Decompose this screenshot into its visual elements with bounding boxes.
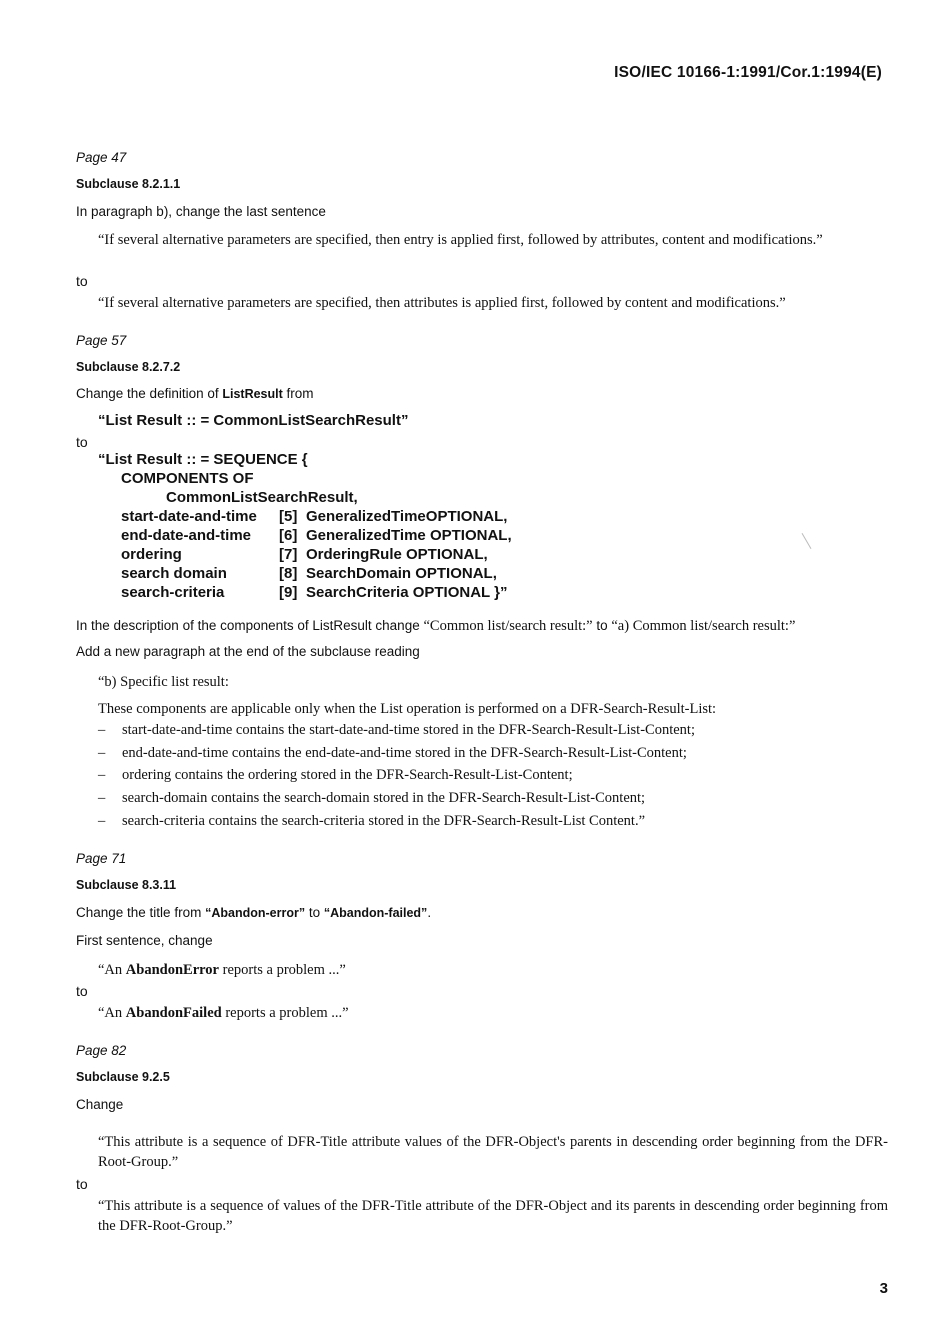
list-item-text: search-criteria contains the search-criteria stored in the DFR-Search-Result-List Content.” bbox=[122, 813, 646, 829]
dash-marker: – bbox=[98, 790, 106, 806]
instruction-text: Add a new paragraph at the end of the subclause reading bbox=[76, 644, 420, 659]
new-definition-line: “List Result :: = SEQUENCE { bbox=[98, 451, 308, 468]
to-label: to bbox=[76, 983, 88, 999]
component-tag: [8] bbox=[279, 565, 298, 582]
new-text-quote: “If several alternative parameters are specified, then attributes is applied first, followed by content and modifications.” bbox=[98, 295, 786, 311]
page-reference: Page 57 bbox=[76, 333, 127, 348]
component-type: OrderingRule OPTIONAL, bbox=[306, 546, 488, 563]
list-item bbox=[98, 767, 573, 784]
component-tag: [6] bbox=[279, 527, 298, 544]
old-text-quote: “If several alternative parameters are specified, then entry is applied first, followed by attributes, content and modifications.” bbox=[98, 232, 823, 248]
new-title: “Abandon-failed” bbox=[323, 906, 428, 920]
list-item-text: ordering contains the ordering stored in the DFR-Search-Result-List-Content; bbox=[122, 767, 573, 783]
component-name: search-criteria bbox=[121, 584, 225, 601]
new-paragraph-heading: “b) Specific list result: bbox=[98, 674, 229, 690]
instruction-part: In the description of the components of ListResult change bbox=[76, 618, 424, 633]
old-title: “Abandon-error” bbox=[205, 906, 306, 920]
subclause-heading: Subclause 9.2.5 bbox=[76, 1070, 170, 1084]
new-definition-line: CommonListSearchResult, bbox=[166, 489, 358, 506]
component-name: start-date-and-time bbox=[121, 508, 257, 525]
instruction-text bbox=[76, 386, 314, 401]
new-definition-line: COMPONENTS OF bbox=[121, 470, 254, 487]
page-number: 3 bbox=[879, 1280, 888, 1297]
component-type: GeneralizedTimeOPTIONAL, bbox=[306, 508, 508, 525]
new-text-quote: “This attribute is a sequence of values of the DFR-Title attribute of the DFR-Object and its parents in descending order beginning from the DFR-Root-Group.” bbox=[98, 1198, 888, 1234]
quote-part: reports a problem ...” bbox=[219, 962, 346, 978]
new-paragraph-intro: These components are applicable only when the List operation is performed on a DFR-Search-Result-List: bbox=[98, 701, 717, 717]
scan-mark bbox=[802, 533, 812, 549]
instruction-part: from bbox=[282, 386, 314, 401]
quoted-term: “a) Common list/search result:” bbox=[611, 618, 796, 634]
component-tag: [7] bbox=[279, 546, 298, 563]
list-item bbox=[98, 790, 645, 807]
old-term: AbandonError bbox=[125, 962, 219, 978]
quoted-term: “Common list/search result:” bbox=[423, 618, 593, 634]
instruction-text: First sentence, change bbox=[76, 933, 213, 948]
instruction-text: Change bbox=[76, 1097, 124, 1112]
list-item bbox=[98, 745, 687, 762]
description-change-text bbox=[76, 616, 795, 636]
dash-marker: – bbox=[98, 722, 106, 738]
list-item-text: end-date-and-time contains the end-date-and-time stored in the DFR-Search-Result-List-Content; bbox=[122, 745, 687, 761]
page-reference: Page 47 bbox=[76, 150, 127, 165]
to-label: to bbox=[76, 1176, 88, 1192]
subclause-heading: Subclause 8.3.11 bbox=[76, 878, 177, 892]
quote-part: “An bbox=[98, 1005, 126, 1021]
old-text-quote: “This attribute is a sequence of DFR-Title attribute values of the DFR-Object's parents in descending order beginning from the DFR-Root-Group.” bbox=[98, 1134, 888, 1170]
component-name: ordering bbox=[121, 546, 182, 563]
quote-part: reports a problem ...” bbox=[221, 1005, 349, 1021]
to-label: to bbox=[76, 273, 88, 289]
subclause-heading: Subclause 8.2.1.1 bbox=[76, 177, 181, 191]
instruction-text: In paragraph b), change the last sentence bbox=[76, 204, 326, 219]
list-item-text: search-domain contains the search-domain stored in the DFR-Search-Result-List-Content; bbox=[122, 790, 646, 806]
page-reference: Page 82 bbox=[76, 1043, 127, 1058]
dash-marker: – bbox=[98, 813, 106, 829]
component-tag: [9] bbox=[279, 584, 298, 601]
list-item-text: start-date-and-time contains the start-date-and-time stored in the DFR-Search-Result-List-Content; bbox=[122, 722, 695, 738]
document-id-header: ISO/IEC 10166-1:1991/Cor.1:1994(E) bbox=[614, 64, 882, 81]
list-item bbox=[98, 722, 695, 739]
instruction-part: Change the title from bbox=[76, 905, 206, 920]
instruction-text bbox=[76, 905, 431, 920]
component-tag: [5] bbox=[279, 508, 298, 525]
page-reference: Page 71 bbox=[76, 851, 127, 866]
to-label: to bbox=[76, 434, 88, 450]
list-item bbox=[98, 813, 645, 830]
component-type: SearchDomain OPTIONAL, bbox=[306, 565, 497, 582]
instruction-part: to bbox=[305, 905, 324, 920]
subclause-heading: Subclause 8.2.7.2 bbox=[76, 360, 181, 374]
new-sentence-quote bbox=[98, 1003, 888, 1023]
component-name: end-date-and-time bbox=[121, 527, 252, 544]
component-name: search domain bbox=[121, 565, 227, 582]
old-definition: “List Result :: = CommonListSearchResult” bbox=[98, 412, 409, 429]
instruction-part: Change the definition of bbox=[76, 386, 223, 401]
instruction-bold-term: ListResult bbox=[222, 387, 283, 401]
dash-marker: – bbox=[98, 745, 106, 761]
component-type: GeneralizedTime OPTIONAL, bbox=[306, 527, 512, 544]
component-type: SearchCriteria OPTIONAL }” bbox=[306, 584, 508, 601]
new-term: AbandonFailed bbox=[125, 1005, 222, 1021]
quote-part: “An bbox=[98, 962, 126, 978]
instruction-part: . bbox=[427, 905, 432, 920]
dash-marker: – bbox=[98, 767, 106, 783]
old-sentence-quote bbox=[98, 960, 888, 980]
instruction-part: to bbox=[592, 618, 612, 633]
